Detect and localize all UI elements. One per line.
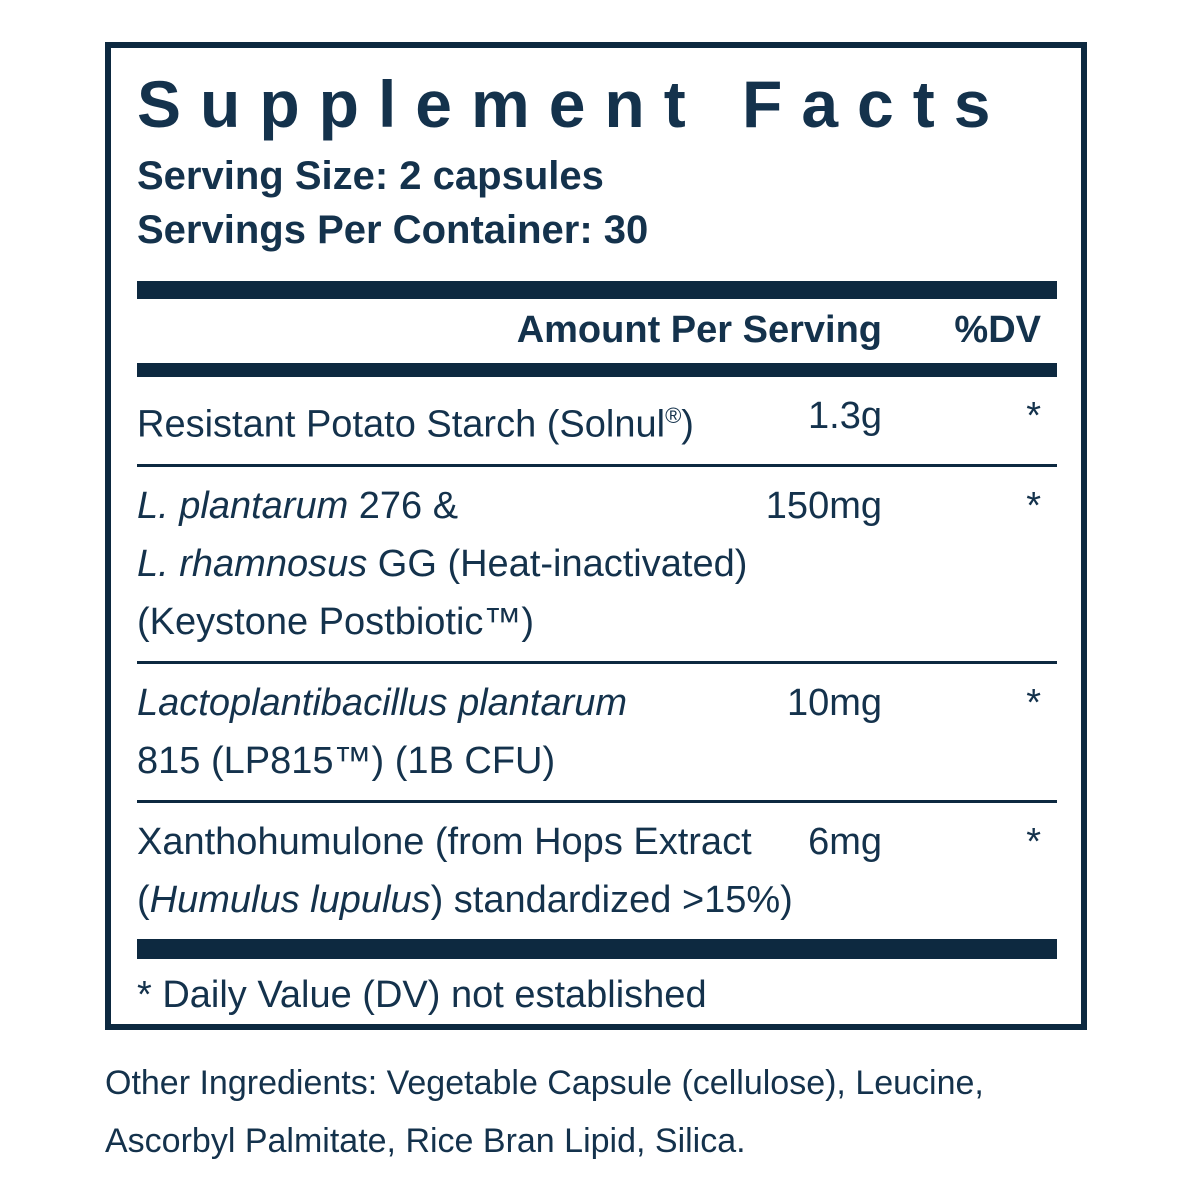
ingredient-amount: 6mg bbox=[808, 820, 882, 863]
serving-size-text: Serving Size: 2 capsules bbox=[137, 154, 604, 199]
divider-bar-top bbox=[137, 281, 1057, 299]
ingredient-row bbox=[137, 803, 1057, 939]
ingredient-name-segment: ) standardized >15%) bbox=[430, 878, 793, 921]
ingredient-name-line bbox=[137, 387, 737, 454]
ingredient-row bbox=[137, 377, 1057, 467]
ingredient-name-segment: L. plantarum bbox=[137, 484, 349, 527]
ingredient-dv: * bbox=[1026, 681, 1041, 724]
ingredient-name-line bbox=[137, 593, 737, 651]
ingredient-name-segment: (Keystone Postbiotic™) bbox=[137, 600, 535, 643]
ingredient-name bbox=[137, 477, 748, 651]
divider-bar-header bbox=[137, 363, 1057, 377]
ingredient-dv: * bbox=[1026, 484, 1041, 527]
ingredient-name-line bbox=[137, 871, 793, 929]
panel-title: Supplement Facts bbox=[137, 67, 1010, 141]
ingredient-name-segment: ( bbox=[137, 878, 150, 921]
ingredient-name bbox=[137, 813, 793, 929]
table-header-row bbox=[137, 299, 1057, 363]
ingredient-amount: 1.3g bbox=[808, 395, 882, 438]
ingredient-name bbox=[137, 674, 737, 790]
ingredient-rows bbox=[137, 377, 1057, 939]
ingredient-name-segment: Xanthohumulone (from Hops Extract bbox=[137, 820, 752, 863]
ingredient-name-segment: Lactoplantibacillus plantarum bbox=[137, 681, 628, 724]
amount-per-serving-header: Amount Per Serving bbox=[516, 309, 882, 352]
ingredient-name-segment: ® bbox=[665, 403, 682, 429]
percent-dv-header: %DV bbox=[954, 309, 1041, 352]
ingredient-dv: * bbox=[1026, 395, 1041, 438]
divider-bar-bottom bbox=[137, 939, 1057, 959]
ingredient-name-segment: 815 (LP815™) (1B CFU) bbox=[137, 739, 556, 782]
ingredient-name-line bbox=[137, 535, 748, 593]
ingredient-name-segment: GG (Heat-inactivated) bbox=[367, 542, 748, 585]
ingredient-name-segment: Resistant Potato Starch (Solnul bbox=[137, 403, 666, 446]
ingredient-name-line bbox=[137, 477, 737, 535]
ingredient-row bbox=[137, 664, 1057, 803]
ingredient-name-segment: Humulus lupulus bbox=[149, 878, 431, 921]
ingredient-name-segment: L. rhamnosus bbox=[137, 542, 368, 585]
ingredient-name-line bbox=[137, 813, 752, 871]
ingredient-row bbox=[137, 467, 1057, 664]
supplement-facts-panel bbox=[105, 42, 1087, 1030]
ingredient-name-segment: ) bbox=[681, 403, 694, 446]
daily-value-footnote: * Daily Value (DV) not established bbox=[137, 973, 707, 1016]
ingredient-name-line bbox=[137, 674, 737, 732]
ingredient-dv: * bbox=[1026, 820, 1041, 863]
ingredient-name-segment: 276 & bbox=[348, 484, 459, 527]
servings-per-container-text: Servings Per Container: 30 bbox=[137, 208, 649, 253]
ingredient-amount: 10mg bbox=[786, 681, 882, 724]
ingredient-name-line bbox=[137, 732, 737, 790]
ingredient-name bbox=[137, 387, 737, 454]
other-ingredients-text: Other Ingredients: Vegetable Capsule (cellulose), Leucine, Ascorbyl Palmitate, Rice Bran Lipid, Silica. bbox=[105, 1064, 984, 1160]
ingredient-amount: 150mg bbox=[765, 484, 882, 527]
